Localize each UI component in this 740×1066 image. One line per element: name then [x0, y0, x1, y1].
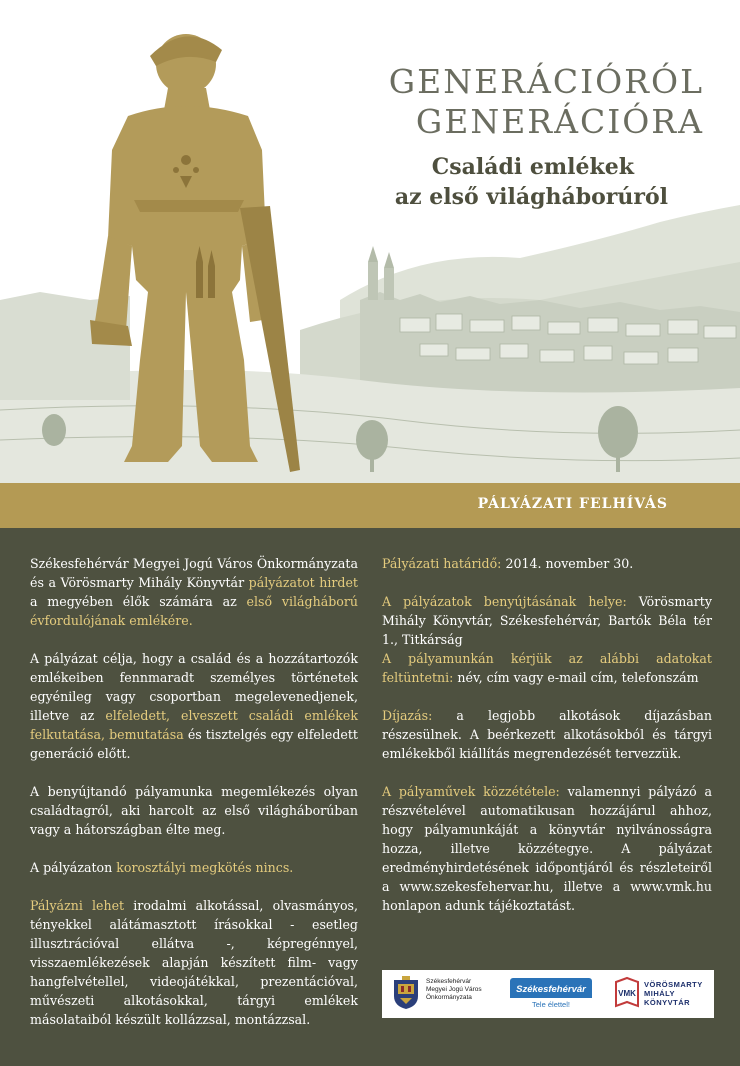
intro-text-2: a megyében élők számára az: [30, 594, 247, 609]
deadline-label: Pályázati határidő:: [382, 556, 502, 571]
brand-name: Székesfehérvár: [516, 984, 586, 995]
subtitle-line-1: Családi emlékek: [431, 154, 634, 180]
prize-label: Díjazás:: [382, 708, 433, 723]
required-data-label: A pályamunkán kérjük az alábbi adatokat feltüntetni:: [382, 651, 712, 685]
subtitle-line-2: az első világháborúról: [394, 184, 668, 210]
library-logo-line-1: VÖRÖSMARTY: [644, 980, 703, 989]
goal-text-2: és tisztelgés egy elfeledett generáció előtt.: [30, 727, 358, 761]
submission-value: Vörösmarty Mihály Könyvtár, Székesfehérvár, Bartók Béla tér 1., Titkárság: [382, 594, 712, 647]
formats-highlight: Pályázni lehet: [30, 898, 125, 913]
city-logo-text: [426, 978, 502, 1002]
publication-label: A pályaművek közzététele:: [382, 784, 560, 799]
intro-highlight-1: pályázatot hirdet: [248, 575, 358, 590]
deadline-value: 2014. november 30.: [501, 556, 634, 571]
library-logo-line-2: MIHÁLY: [644, 989, 676, 998]
library-book-icon: [614, 976, 640, 1010]
formats-paragraph: [30, 896, 358, 1029]
title-block: [344, 62, 704, 212]
publication-paragraph: [382, 782, 712, 915]
main-title-line-1: GENERÁCIÓRÓL: [388, 62, 704, 101]
city-logo-line-2: Megyei Jogú Város: [426, 986, 482, 993]
intro-paragraph: [30, 554, 358, 630]
goal-highlight: elfeledett, elveszett családi emlékek felkutatása, bemutatása: [30, 708, 358, 742]
brand-slogan: Tele élettel!: [532, 1000, 570, 1009]
library-mark-text: VMK: [618, 989, 636, 998]
city-logo-line-1: Székesfehérvár: [426, 978, 472, 985]
intro-highlight-2: első világháború évfordulójának emlékére.: [30, 594, 358, 628]
szekesfehervar-brand-logo: [510, 978, 592, 1010]
age-text: A pályázaton: [30, 860, 117, 875]
right-column: [382, 554, 712, 915]
city-logo-line-3: Önkormányzata: [426, 994, 472, 1001]
left-column: [30, 554, 358, 1029]
age-paragraph: [30, 858, 358, 877]
header-illustration: [0, 0, 740, 483]
goal-paragraph: [30, 649, 358, 763]
submission-label: A pályázatok benyújtásának helye:: [382, 594, 627, 609]
subject-paragraph: A benyújtandó pályamunka megemlékezés olyan családtagról, aki harcolt az első világháborúban vagy a hátországban élte meg.: [30, 784, 358, 837]
library-logo-text: [644, 980, 714, 1007]
required-data-paragraph: [382, 649, 712, 687]
deadline-paragraph: [382, 554, 712, 573]
prize-value: a legjobb alkotások díjazásban részesülnek. A beérkezett alkotásokból és tárgyi emlékekből kiállítás megrendezését tervezzük.: [382, 708, 712, 761]
prize-paragraph: [382, 706, 712, 763]
goal-text-1: A pályázat célja, hogy a család és a hozzátartozók emlékeiben fennmaradt személyes történetek egyénileg vagy csoportban megelevenedjenek, illetve az: [30, 651, 358, 723]
submission-paragraph: [382, 592, 712, 649]
formats-text: irodalmi alkotással, olvasmányos, tényekkel alátámasztott írásokkal - esetleg illusztrációval ellátva -, képregénnyel, visszaemlékezések alapján készített film- vagy hangfelvétellel, videojátékkal, prezentációval, művészeti alkotásokkal, tárgyi emlékek másolataiból készült kollázzsal, montázzsal.: [30, 898, 358, 1027]
section-band: [0, 483, 740, 528]
required-data-value: név, cím vagy e-mail cím, telefonszám: [453, 670, 699, 685]
age-highlight: korosztályi megkötés nincs.: [116, 860, 294, 875]
call-for-entries-label: PÁLYÁZATI FELHÍVÁS: [477, 496, 668, 512]
sponsor-logos: [382, 970, 714, 1018]
publication-value: valamennyi pályázó a részvételével automatikusan hozzájárul ahhoz, hogy pályamunkáját a könyvtár nyilvánosságra hozza, illetve közzétegye. A pályázat eredményhirdetésének időpontjáról és részleteiről a www.szekesfehervar.hu, illetve a www.vmk.hu honlapon adunk tájékoztatást.: [382, 784, 713, 913]
library-logo-line-3: KÖNYVTÁR: [644, 998, 691, 1007]
city-coat-of-arms-icon: [392, 976, 420, 1010]
intro-text-1: Székesfehérvár Megyei Jogú Város Önkormányzata és a Vörösmarty Mihály Könyvtár: [30, 556, 358, 590]
main-title-line-2: GENERÁCIÓRA: [415, 102, 704, 141]
